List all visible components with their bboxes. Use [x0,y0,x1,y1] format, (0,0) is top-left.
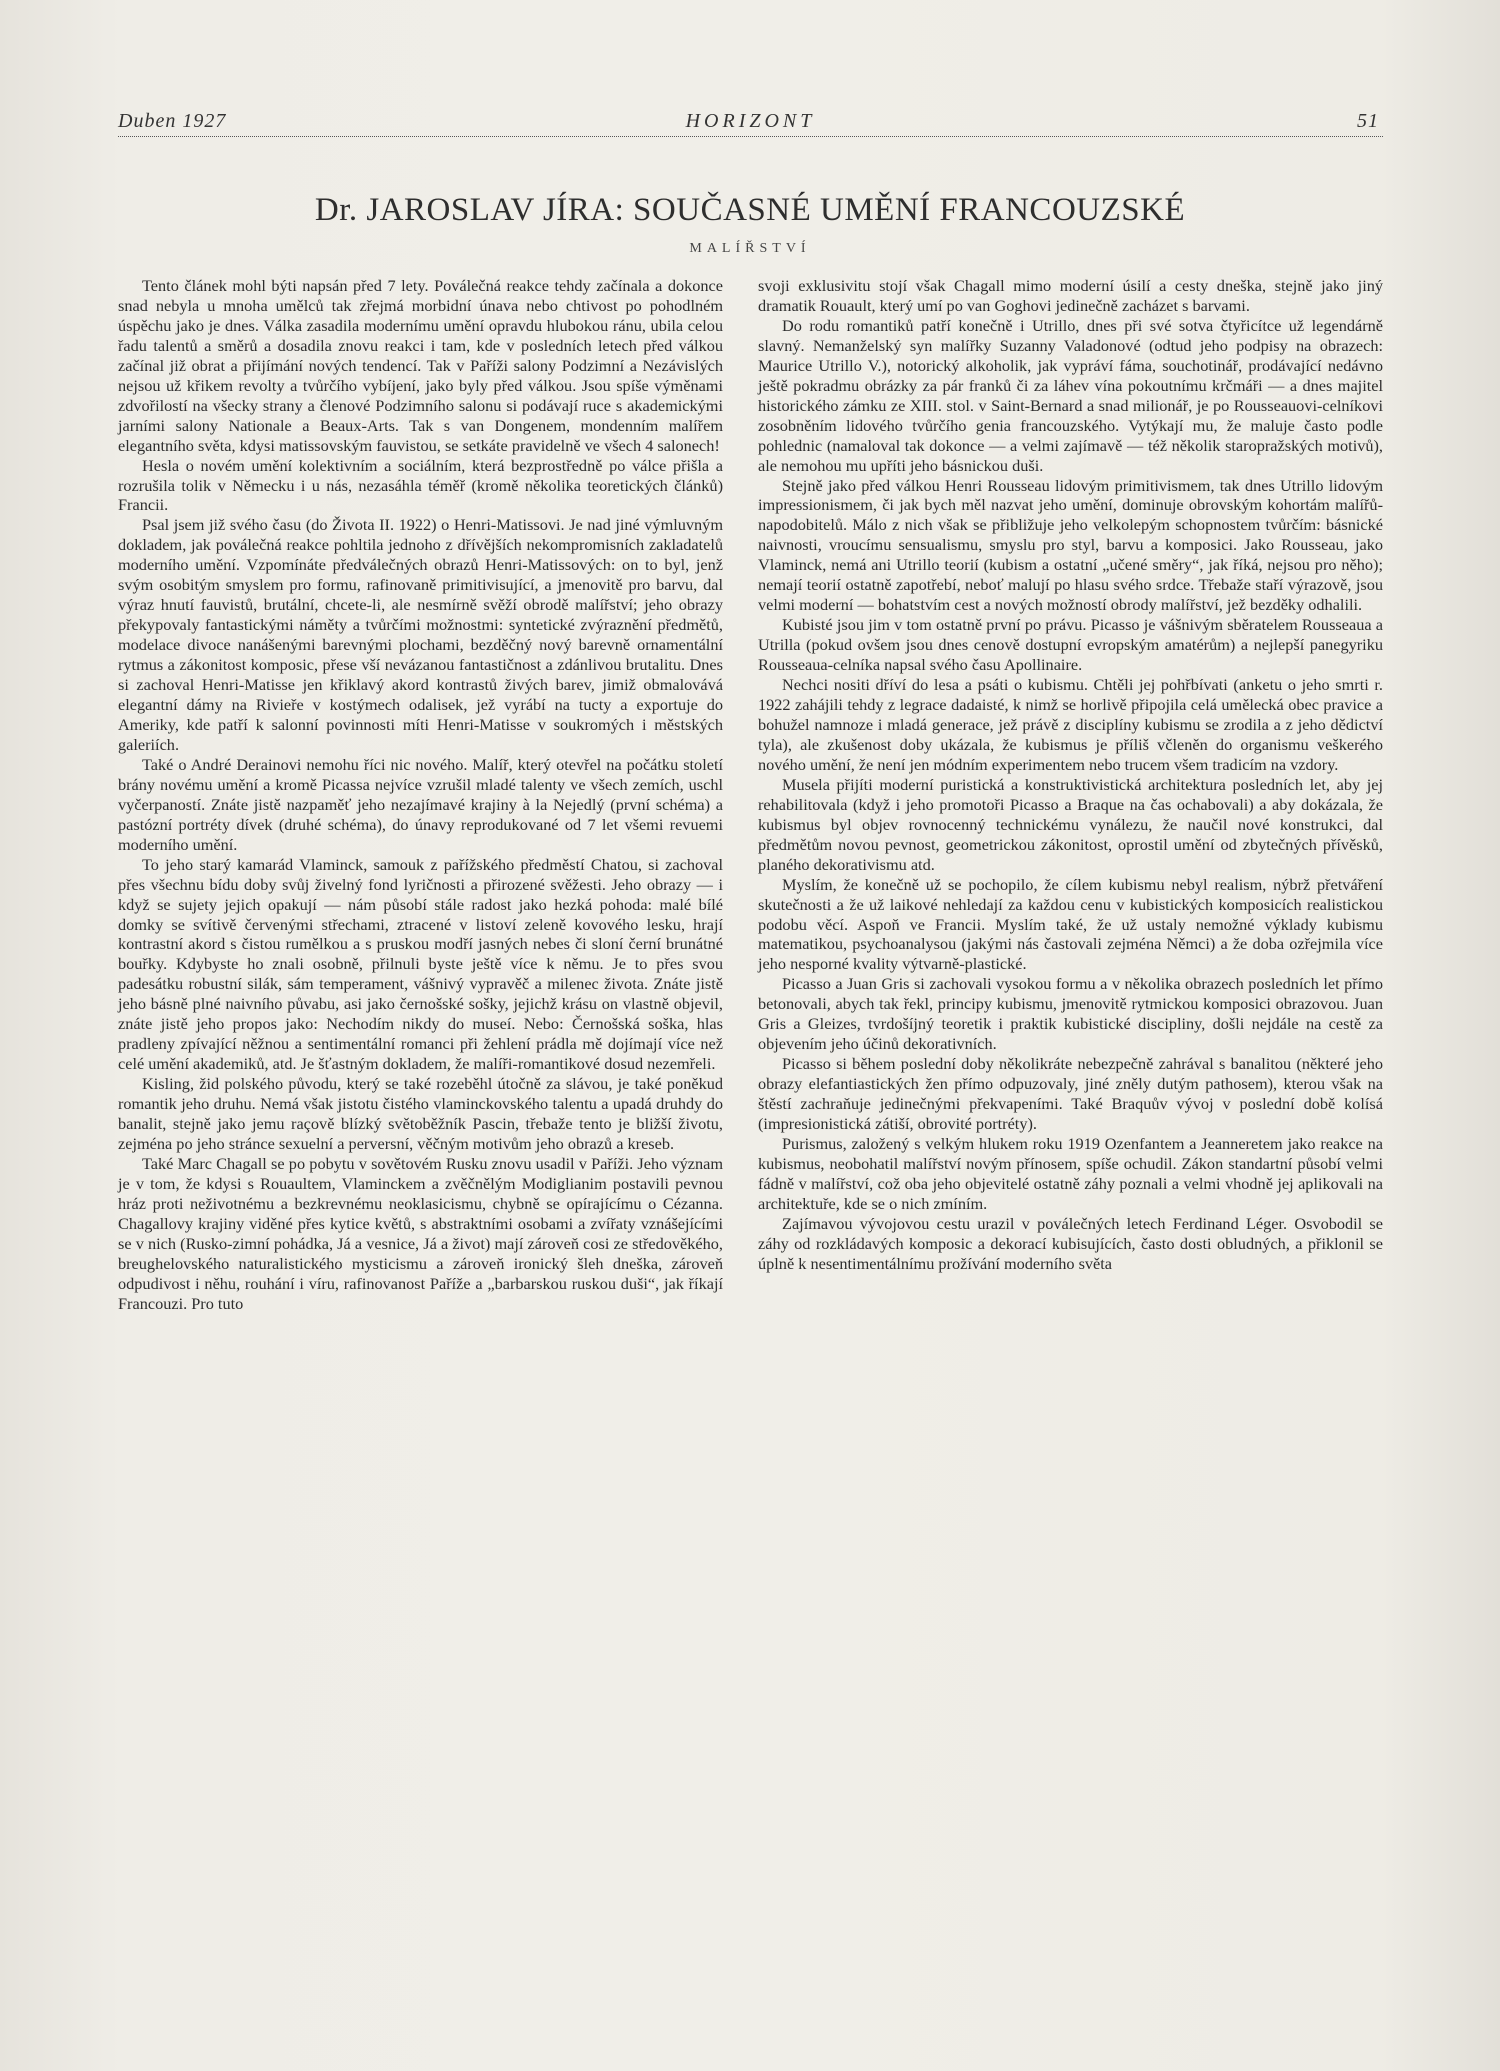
paragraph: Kisling, žid polského původu, který se také rozeběhl útočně za slávou, je také poněkud romantik jeho druhu. Nemá však jistotu čistého vlaminckovského talentu a upadá druhdy do banalit, stejně jako jemu raçově blízký světoběžník Pascin, třebaže tento je bližší životu, zejména po jeho stránce sexuelní a perversní, věčným motivům jeho obrazů a kreseb. [118,1074,723,1153]
paragraph: To jeho starý kamarád Vlaminck, samouk z pařížského předměstí Chatou, si zachoval přes všechnu bídu doby svůj živelný fond lyričnosti a přirozené svěžesti. Jeho obrazy — i když se sujety jejich opakují — nám působí stále radost jako hezká pohoda: malé bílé domky se svítivě červenými střechami, ztracené v listoví zeleně kovového lesku, hrají kontrastní akord s čistou rumělkou a s pruskou modří jasných nebes či sloní černí brunátné bouřky. Kdybyste ho znali osobně, přilnuli byste ještě více k němu. Je to přes svou padesátku robustní silák, sám temperament, vášnivý vypravěč a milenec života. Znáte jistě jeho básně plné naivního půvabu, asi jako černošské sošky, jejichž krásu on vlastně objevil, znáte jistě jeho propos jako: Nechodím nikdy do museí. Nebo: Černošská soška, hlas pradleny zpívající něžnou a sentimentální romanci při žehlení prádla mě dojímají více než celé umění akademiků, atd. Je šťastným dokladem, že malíři-romantikové dosud nezemřeli. [118,854,723,1074]
paragraph: Kubisté jsou jim v tom ostatně první po právu. Picasso je vášnivým sběratelem Rousseaua a Utrilla (pokud ovšem jsou dnes cenově dostupní evropským amatérům) a nejlepší panegyriku Rousseaua-celníka napsal svého času Apollinaire. [758,615,1383,675]
paragraph: Picasso si během poslední doby několikráte nebezpečně zahrával s banalitou (některé jeho obrazy elefantiastických žen přímo odpuzovaly, jiné zněly dutým pathosem), kterou však na štěstí zachraňuje jedinečnými překvapeními. Také Braquův vývoj v poslední době kolísá (impresionistická zátiší, obrovité portréty). [758,1054,1383,1134]
article-title: Dr. JAROSLAV JÍRA: SOUČASNÉ UMĚNÍ FRANCOUZSKÉ [314,192,1186,228]
paragraph: Tento článek mohl býti napsán před 7 lety. Poválečná reakce tehdy začínala a dokonce snad nebyla u mnoha umělců tak zřejmá morbidní únava nebo chtivost po pohodlném úspěchu jako je dnes. Válka zasadila modernímu umění opravdu hlubokou ránu, ubila celou řadu talentů a směrů a dosadila znovu reakci i tam, kde v posledních letech před válkou začínal již obrat a přijímání nových tendencí. Tak v Paříži salony Podzimní a Nezávislých nejsou už křikem revolty a tvůrčího vybíjení, jako byly před válkou. Jsou spíše výměnami zdvořilostí na všecky strany a členové Podzimního salonu si podávají ruce s akademickými jarními salony Nationale a Beaux-Arts. Tak s van Dongenem, mondenním malířem elegantního světa, kdysi matissovským fauvistou, se setkáte pravidelně ve všech 4 salonech! [118,276,723,455]
paragraph: Také o André Derainovi nemohu říci nic nového. Malíř, který otevřel na počátku století brány novému umění a kromě Picassa nejvíce vzrušil mladé talenty ve všech zemích, uschl vyčerpaností. Znáte jistě nazpaměť jeho nezajímavé krajiny à la Nejedlý (první schéma) a pastózní portréty dívek (druhé schéma), do únavy reprodukované od 7 let všemi revuemi moderního umění. [118,754,723,854]
paragraph: Zajímavou vývojovou cestu urazil v poválečných letech Ferdinand Léger. Osvobodil se záhy od rozkládavých komposic a dekorací kubisujících, často dosti obludných, a přiklonil se úplně k nesentimentálnímu prožívání moderního světa [758,1213,1383,1273]
paragraph: Do rodu romantiků patří konečně i Utrillo, dnes při své sotva čtyřicítce už legendárně slavný. Nemanželský syn malířky Suzanny Valadonové (odtud jeho podpisy na obrazech: Maurice Utrillo V.), notorický alkoholik, jak vypráví fáma, souchotinář, prodávající nedávno ještě pokradmu obrázky za pár franků či za láhev vína pokoutnímu krčmáři — a dnes majitel historického zámku ze XIII. stol. v Saint-Bernard a snad milionář, je po Rousseauovi-celníkovi zosobněním lidového tvůrčího genia francouzského. Vytýkají mu, že maluje často podle pohlednic (namaloval tak dokonce — a velmi zajímavě — též několik staropražských motivů), ale nemohou mu upříti jeho básnickou duši. [758,315,1383,475]
page-number: 51 [1357,110,1379,132]
paragraph: Purismus, založený s velkým hlukem roku 1919 Ozenfantem a Jeanneretem jako reakce na kubismus, neobohatil malířství novým přínosem, spíše ochudil. Zákon standartní působí velmi fádně v malířství, což oba jeho objevitelé ostatně záhy poznali a velmi vhodně jej aplikovali na architektuře, kde se o nich zmíním. [758,1133,1383,1213]
paragraph: svoji exklusivitu stojí však Chagall mimo moderní úsilí a cesty dneška, stejně jako jiný dramatik Rouault, který umí po van Goghovi jedinečně zacházet s barvami. [758,276,1383,315]
journal-name: HORIZONT [685,110,816,132]
running-header [118,108,1383,137]
paragraph: Picasso a Juan Gris si zachovali vysokou formu a v několika obrazech posledních let přímo betonovali, abych tak řekl, principy kubismu, jmenovitě rytmickou komposici obrazovou. Juan Gris a Gleizes, tvrdošíjný teoretik i praktik kubistické discipliny, došli nejdále na cestě za objevením jeho účinů dekorativních. [758,974,1383,1054]
paragraph: Nechci nositi dříví do lesa a psáti o kubismu. Chtěli jej pohřbívati (anketu o jeho smrti r. 1922 zahájili tehdy z legrace dadaisté, k nimž se horlivě připojila celá umělecká obec pravice a bohužel namnoze i mladá generace, jež právě z disciplíny kubismu se zrodila a z jeho dědictví tyla), ale zkušenost doby ukázala, že kubismus je příliš včleněn do organismu veškerého nového umění, že není jen módním experimentem nebo trucem všem tradicím na vzdory. [758,675,1383,774]
paragraph: Stejně jako před válkou Henri Rousseau lidovým primitivismem, tak dnes Utrillo lidovým impressionismem, či jak bych měl nazvat jeho umění, dominuje obrovským kohortám malířů-napodobitelů. Málo z nich však se přibližuje jeho velkolepým schopnostem tvůrčím: básnické naivnosti, vroucímu sensualismu, smyslu pro styl, barvu a komposici. Jako Rousseau, jako Vlaminck, nemá ani Utrillo teorií (kubism a ostatní „učené směry“, jak říká, nejsou pro něho); nemají teorií ostatně zapotřebí, neboť malují po hlasu svého srdce. Třebaže staří výrazově, jsou velmi moderní — bohatstvím cest a nových možností obrody malířství, jež bezděky odhalili. [758,475,1383,615]
right-column [758,276,1383,1274]
left-column [118,276,723,1314]
paragraph: Musela přijíti moderní puristická a konstruktivistická architektura posledních let, aby jej rehabilitovala (když i jeho promotoři Picasso a Braque na čas ochabovali) a aby dokázala, že kubismus byl objev rovnocenný technickému vynálezu, že naučil nové konstrukci, dal předmětům novou pevnost, geometrickou zákonitost, oprostil umění od zbytečných přívěsků, planého dekorativismu atd. [758,774,1383,874]
paragraph: Psal jsem již svého času (do Života II. 1922) o Henri-Matissovi. Je nad jiné výmluvným dokladem, jak poválečná reakce pohltila jednoho z dřívějších nekompromisních zakladatelů moderního umění. Vzpomínáte předválečných obrazů Henri-Matissových: on to byl, jenž svým osobitým smyslem pro formu, rafinovaně primitivisující, a jmenovitě pro barvu, dal výraz hnutí fauvistů, brutální, chcete-li, ale nesmírně svěží obrodě malířství; jeho obrazy překypovaly fantastickými náměty a tvůrčími možnostmi: syntetické zvýraznění předmětů, modelace divoce nanášenými barevnými plochami, bezděčný nový barevně ornamentální rytmus a zákonitost komposic, přese vší nevázanou fantastičnost a zdánlivou brutalitu. Dnes si zachoval Henri-Matisse jen křiklavý akord kontrastů živých barev, jimiž obmalovává elegantní dámy na Rivieře v kostýmech odalisek, jež vyrábí na tucty a exportuje do Ameriky, kde patří k salonní povinnosti míti Henri-Matisse v soukromých i městských galeriích. [118,515,723,754]
paragraph: Myslím, že konečně už se pochopilo, že cílem kubismu nebyl realism, nýbrž přetváření skutečnosti a že už laikové nehledají za každou cenu v kubistických komposicích realistickou podobu věcí. Aspoň ve Francii. Myslím také, že už ustaly nemožné výklady kubismu matematikou, psychoanalysou (jakými nás častovali zejména Němci) a že doba ozřejmila více jeho nesporné kvality výtvarně-plastické. [758,874,1383,974]
paragraph: Také Marc Chagall se po pobytu v sovětovém Rusku znovu usadil v Paříži. Jeho význam je v tom, že kdysi s Rouaultem, Vlaminckem a zvěčnělým Modiglianim postavili pevnou hráz proti neživotnému a bezkrevnému neoklasicismu, chybně se opírajícímu o Cézanna. Chagallovy krajiny viděné přes kytice květů, s abstraktními osobami a zvířaty vznášejícími se v nich (Rusko-zimní pohádka, Já a vesnice, Já a život) mají zároveň cosi ze středověkého, breughelovského naturalistického mysticismu a zároveň ironický šleh dneška, zároveň odpudivost i něhu, rouhání i víru, rafinovanost Paříže a „barbarskou ruskou duši“, jak říkají Francouzi. Pro tuto [118,1153,723,1313]
paragraph: Hesla o novém umění kolektivním a sociálním, která bezprostředně po válce přišla a rozrušila tolik v Německu i u nás, nezasáhla téměř (kromě několika teoretických článků) Francii. [118,455,723,515]
article-subtitle: MALÍŘSTVÍ [689,241,811,256]
issue-date: Duben 1927 [118,110,227,132]
